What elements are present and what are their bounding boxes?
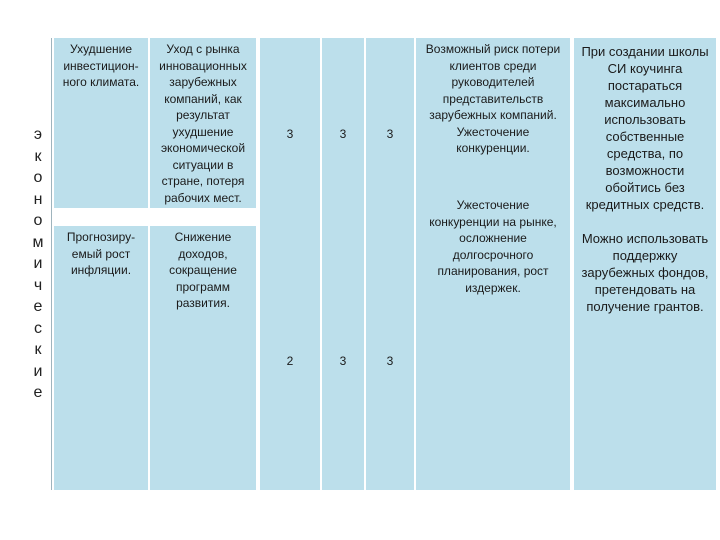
- category-letter: о: [33, 212, 43, 229]
- consequence-1: Уход с рынка инновационных зарубежных компаний, как результат ухудшение экономической ситуации в стране, потеря рабочих мест.: [159, 42, 247, 205]
- category-letter: м: [32, 233, 44, 251]
- risk-name-cell-1: [54, 38, 148, 208]
- category-letter: ч: [33, 276, 43, 294]
- mitigation-column: [574, 38, 716, 490]
- impact-2: Ужесточение конкуренции на рынке, осложнение долгосрочного планирования, рост издержек.: [429, 198, 557, 295]
- consequence-cell-1: [150, 38, 256, 208]
- risk-name-1: Ухудшение инвестицион-ного климата.: [62, 42, 140, 89]
- score-3-row-1: 3: [386, 127, 394, 141]
- risk-name-cell-2: [54, 226, 148, 490]
- category-letter: е: [33, 298, 43, 315]
- category-letter: о: [33, 169, 43, 186]
- impact-column: [416, 38, 570, 490]
- score-column-2: [322, 38, 364, 490]
- category-letter: и: [33, 255, 43, 272]
- score-2-row-2: 3: [339, 354, 347, 368]
- category-label: [24, 124, 52, 404]
- risk-table: [24, 38, 716, 490]
- score-2-row-1: 3: [339, 127, 347, 141]
- score-1-row-1: 3: [286, 127, 294, 141]
- category-letter: н: [33, 190, 43, 208]
- consequence-cell-2: [150, 226, 256, 490]
- score-column-1: [260, 38, 320, 490]
- mitigation-2: Можно использовать поддержку зарубежных фондов, претендовать на получение грантов.: [581, 231, 709, 314]
- category-letter: к: [34, 147, 42, 165]
- score-column-3: [366, 38, 414, 490]
- category-letter: и: [33, 362, 43, 380]
- risk-name-2: Прогнозиру-емый рост инфляции.: [66, 230, 136, 277]
- score-3-row-2: 3: [386, 354, 394, 368]
- consequence-2: Снижение доходов, сокращение программ развития.: [169, 230, 237, 310]
- mitigation-1: При создании школы СИ коучинга постараться максимально использовать собственные средства, по возможности обойтись без кредитных средств.: [581, 44, 709, 212]
- impact-1: Возможный риск потери клиентов среди руководителей представительств зарубежных компаний. Ужесточение конкуренции.: [425, 42, 561, 155]
- category-letter: к: [34, 341, 42, 358]
- category-column: [24, 38, 52, 490]
- category-letter: с: [34, 319, 42, 337]
- category-letter: е: [33, 384, 43, 401]
- category-letter: э: [33, 126, 43, 143]
- score-1-row-2: 2: [286, 354, 294, 368]
